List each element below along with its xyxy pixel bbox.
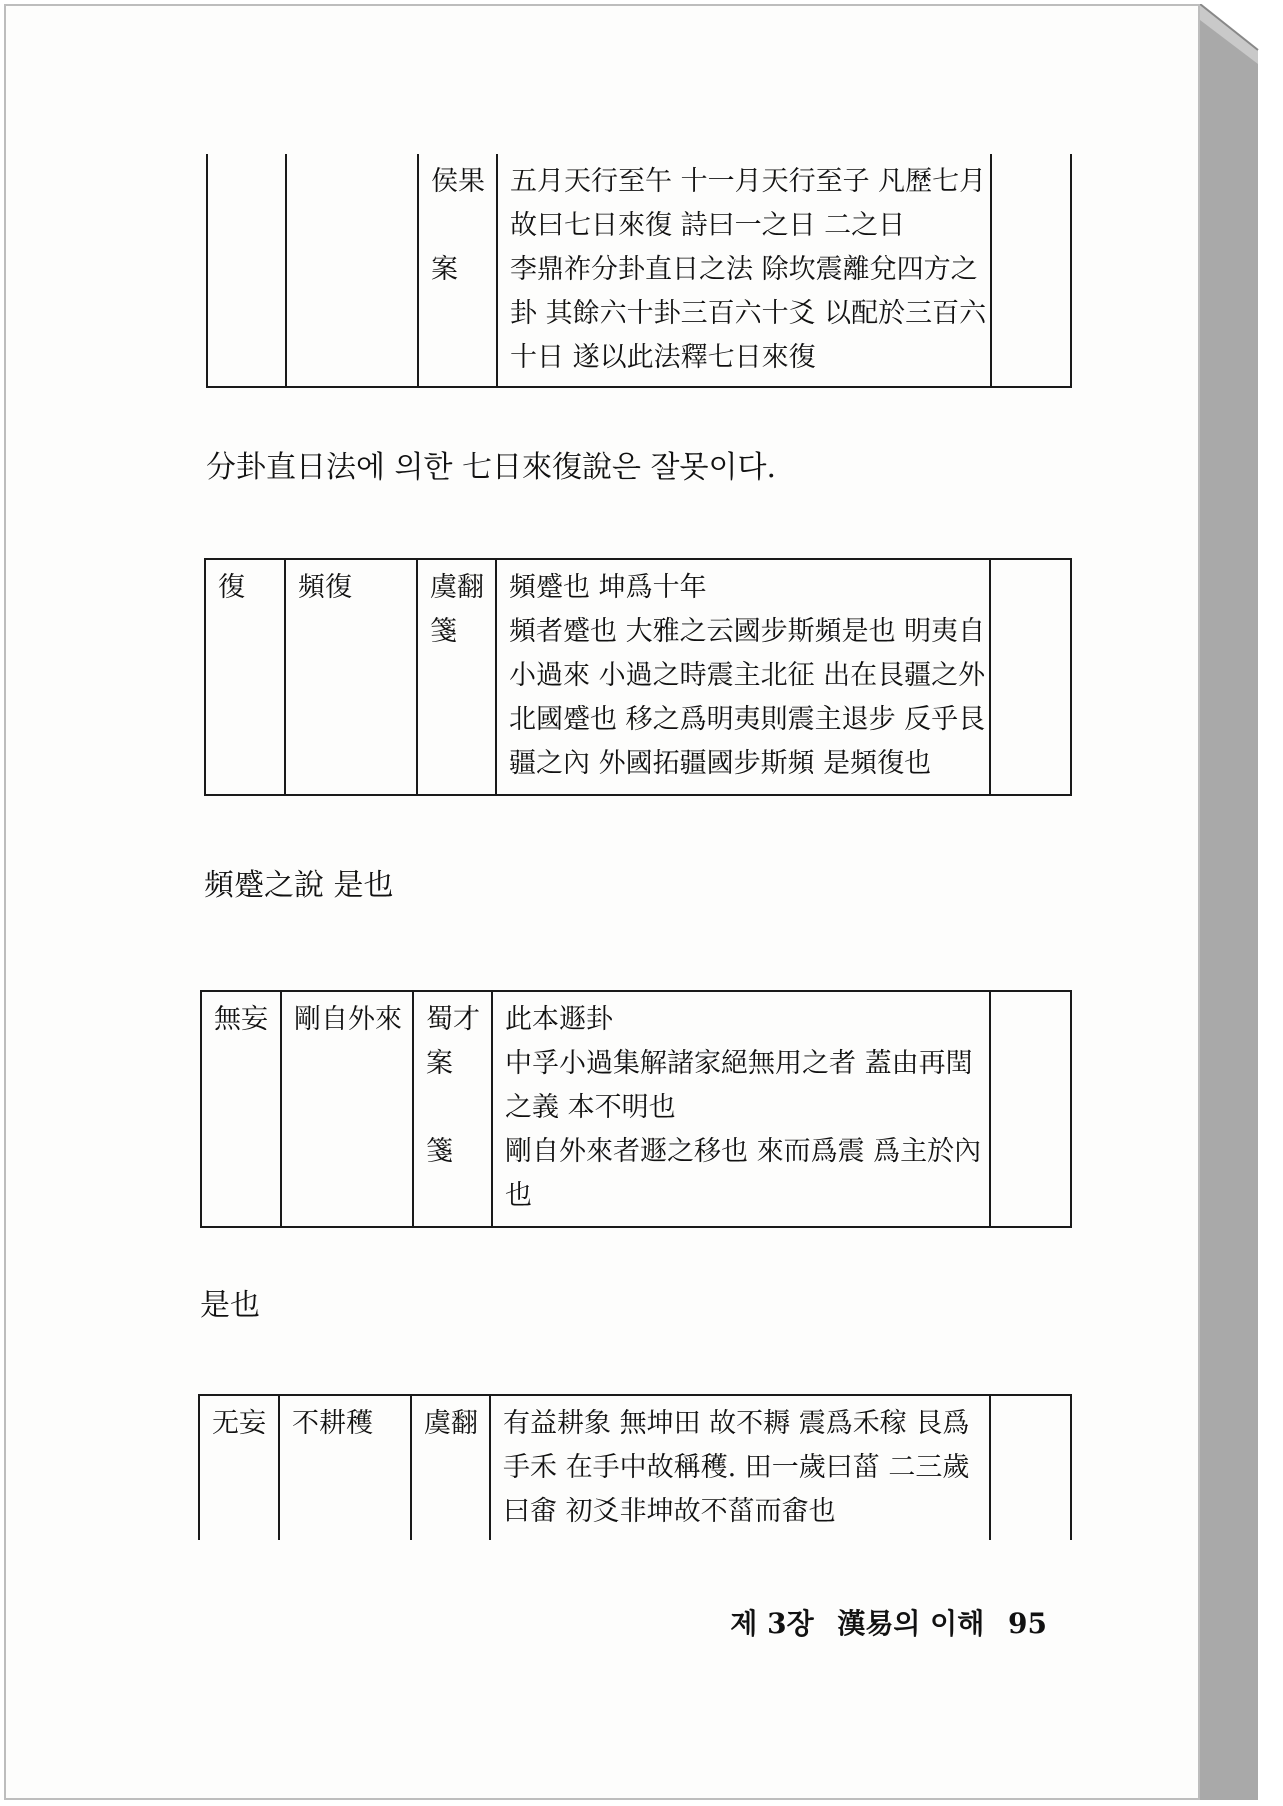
paragraph-3: 是也: [200, 1288, 260, 1323]
paragraph-1: 分卦直日法에 의한 七日來復說은 잘못이다.: [206, 450, 776, 485]
commentary-cell: [490, 1395, 990, 1540]
commentary-line: 剛自外來者遯之移也 來而爲震 爲主於內: [505, 1136, 982, 1167]
commentary-line: 五月天行至午 十一月天行至子 凡歷七月: [510, 166, 987, 197]
annotation-table-4: [198, 1394, 1072, 1540]
note-cell: [990, 559, 1071, 795]
annotation-table-1: [206, 154, 1072, 388]
commentary-cell: [492, 991, 990, 1227]
commentary-line: 頻蹙也 坤爲十年: [509, 572, 707, 603]
gua-cell: 無妄: [201, 991, 281, 1227]
phrase-cell: 剛自外來: [281, 991, 413, 1227]
source-label: [426, 1086, 481, 1130]
source-label: 箋: [426, 1136, 453, 1167]
commentary-line: 小過來 小過之時震主北征 出在艮疆之外: [509, 660, 986, 691]
commentary-cell: [497, 154, 991, 387]
commentary-line: 疆之內 外國拓疆國步斯頻 是頻復也: [509, 748, 932, 779]
book-edge-shadow: [1200, 4, 1280, 1800]
source-label: 案: [426, 1048, 453, 1079]
gua-cell: 復: [205, 559, 285, 795]
commentary-line: 北國蹙也 移之爲明夷則震主退步 反乎艮: [509, 704, 986, 735]
source-label: 箋: [430, 616, 457, 647]
commentary-line: 手禾 在手中故稱穫. 田一歲曰菑 二三歲: [503, 1452, 970, 1483]
annotation-table-3: [200, 990, 1072, 1228]
source-label: 虞翻: [430, 572, 484, 603]
gua-cell: 无妄: [199, 1395, 279, 1540]
source-cell: [417, 559, 496, 795]
source-label: 案: [431, 254, 458, 285]
paragraph-2: 頻蹙之說 是也: [204, 868, 394, 903]
note-cell: [990, 1395, 1071, 1540]
note-cell: [991, 154, 1071, 387]
commentary-line: 故曰七日來復 詩曰一之日 二之日: [510, 210, 906, 241]
commentary-line: 李鼎祚分卦直日之法 除坎震離兌四方之: [510, 254, 978, 285]
note-cell: [990, 991, 1071, 1227]
source-label: 虞翻: [424, 1408, 478, 1439]
commentary-line: 中孚小過集解諸家絕無用之者 蓋由再閏: [505, 1048, 973, 1079]
source-cell: [413, 991, 492, 1227]
commentary-line: 卦 其餘六十卦三百六十爻 以配於三百六: [510, 298, 987, 329]
phrase-cell: [286, 154, 418, 387]
commentary-line: 十日 遂以此法釋七日來復: [510, 342, 816, 373]
chapter-title: 漢易의 이해: [837, 1607, 985, 1640]
chapter-label: 제 3장: [730, 1607, 814, 1640]
page-number: 95: [1008, 1607, 1047, 1640]
gua-cell: [207, 154, 286, 387]
source-cell: [418, 154, 497, 387]
commentary-line: 也: [505, 1180, 532, 1211]
source-label: 蜀才: [426, 1004, 480, 1035]
page-footer: [716, 1602, 1047, 1642]
annotation-table-2: [204, 558, 1072, 796]
commentary-line: 此本遯卦: [505, 1004, 613, 1035]
source-cell: [411, 1395, 490, 1540]
commentary-line: 頻者蹙也 大雅之云國步斯頻是也 明夷自: [509, 616, 986, 647]
phrase-cell: 頻復: [285, 559, 417, 795]
commentary-line: 之義 本不明也: [505, 1092, 676, 1123]
source-label: 侯果: [431, 166, 485, 197]
source-label: [431, 204, 486, 248]
commentary-line: 有益耕象 無坤田 故不耨 震爲禾稼 艮爲: [503, 1408, 970, 1439]
commentary-line: 曰畬 初爻非坤故不菑而畬也: [503, 1496, 836, 1527]
phrase-cell: 不耕穫: [279, 1395, 411, 1540]
commentary-cell: [496, 559, 990, 795]
